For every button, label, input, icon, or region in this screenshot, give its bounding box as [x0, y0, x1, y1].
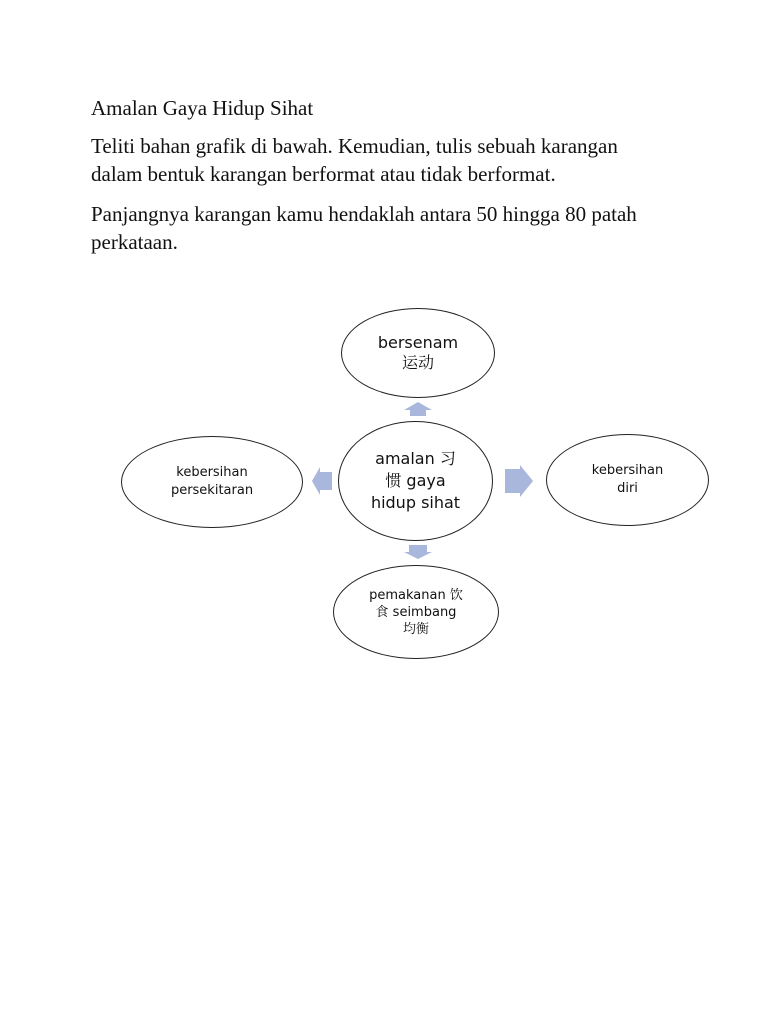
node-center-amalan-gaya-hidup-sihat: [338, 421, 493, 541]
arrow-right-icon: [505, 465, 533, 497]
node-bersenam: [341, 308, 495, 398]
instruction-2-line-2: perkataan.: [91, 230, 178, 254]
instruction-1-line-1: Teliti bahan grafik di bawah. Kemudian, tulis sebuah karangan: [91, 134, 618, 158]
node-right-line-1: kebersihan: [591, 463, 664, 478]
arrow-down-icon: [404, 545, 432, 559]
node-kebersihan-persekitaran: [121, 436, 303, 528]
node-center-line-1: amalan 习: [375, 449, 456, 468]
instruction-2-line-1: Panjangnya karangan kamu hendaklah antara 50 hingga 80 patah: [91, 202, 637, 226]
node-bersenam-line-1: bersenam: [377, 333, 459, 352]
node-bottom-line-1: pemakanan 饮: [369, 587, 463, 603]
node-center-line-2: 惯 gaya: [385, 471, 446, 490]
arrow-up-icon: [404, 402, 432, 416]
node-center-line-3: hidup sihat: [370, 493, 461, 512]
instruction-1-line-2: dalam bentuk karangan berformat atau tidak berformat.: [91, 162, 556, 186]
node-bersenam-line-2: 运动: [401, 353, 434, 372]
arrow-left-icon: [312, 467, 332, 495]
node-right-line-2: diri: [617, 481, 638, 496]
node-left-line-2: persekitaran: [170, 483, 254, 498]
title-text: Amalan Gaya Hidup Sihat: [91, 96, 314, 120]
node-bottom-line-2: 食 seimbang: [375, 604, 457, 620]
node-bottom-line-3: 均衡: [402, 621, 429, 637]
node-kebersihan-diri: [546, 434, 709, 526]
node-pemakanan-seimbang: [333, 565, 499, 659]
node-left-line-1: kebersihan: [176, 465, 248, 480]
